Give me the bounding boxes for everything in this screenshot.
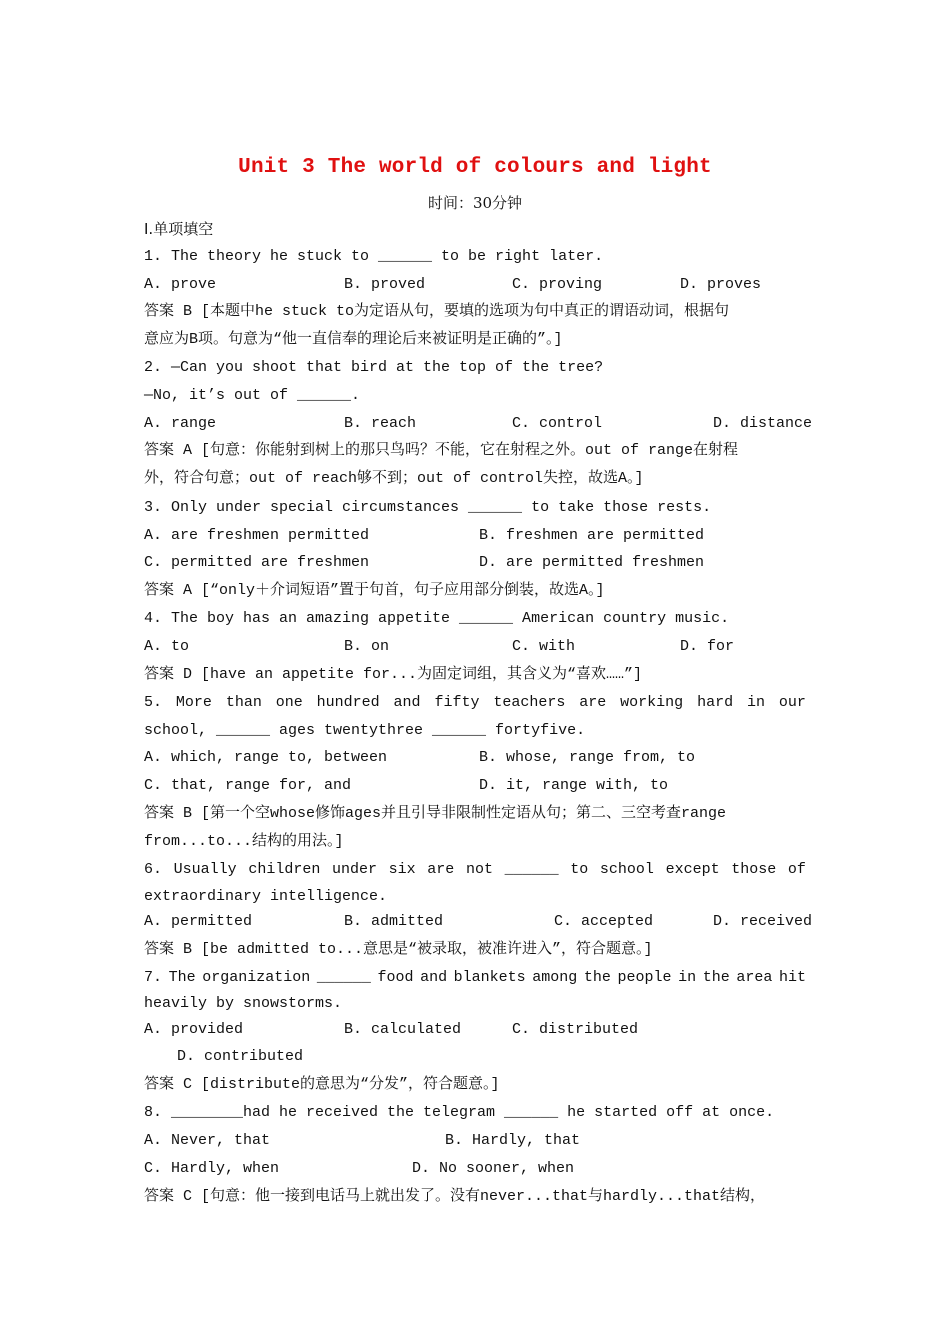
q6-option-d: D. received xyxy=(713,913,813,930)
section-heading: Ⅰ.单项填空 xyxy=(144,220,214,238)
word: to xyxy=(570,861,589,878)
q5-option-b: B. whose, range from, to xyxy=(479,749,696,766)
word: and xyxy=(393,694,421,711)
q6-option-b: B. admitted xyxy=(344,913,444,930)
page-title: Unit 3 The world of colours and light xyxy=(238,156,712,179)
q1-answer-line2: 意应为B项。句意为“他一直信奉的理论后来被证明是正确的”。] xyxy=(144,331,563,348)
q8-answer: 答案 C [句意：他一接到电话马上就出发了。没有never...that与hardly...that结构， xyxy=(144,1188,766,1205)
word: not xyxy=(465,861,493,878)
word: organization xyxy=(202,969,311,986)
word: those xyxy=(731,861,777,878)
word: area xyxy=(736,969,773,986)
question-7-stem-line2: heavily by snowstorms. xyxy=(144,995,343,1012)
q2-option-b: B. reach xyxy=(344,415,417,432)
word: hit xyxy=(778,969,806,986)
word: 5. xyxy=(144,694,163,711)
q2-option-c: C. control xyxy=(512,415,603,432)
word: children xyxy=(248,861,321,878)
word: teachers xyxy=(493,694,566,711)
q3-answer: 答案 A [“only＋介词短语”置于句首，句子应用部分倒装，故选A。] xyxy=(144,582,605,599)
time-limit: 时间：30分钟 xyxy=(427,194,523,212)
q8-option-a: A. Never, that xyxy=(144,1132,271,1149)
q3-option-b: B. freshmen are permitted xyxy=(479,527,705,544)
q2-answer-line2: 外，符合句意；out of reach够不到；out of control失控，故选A。] xyxy=(144,470,644,487)
word: working xyxy=(620,694,684,711)
word: hundred xyxy=(316,694,380,711)
word: six xyxy=(388,861,416,878)
q4-option-d: D. for xyxy=(680,638,735,655)
q4-option-b: B. on xyxy=(344,638,390,655)
question-5-stem-line1 xyxy=(144,693,806,713)
word: fifty xyxy=(434,694,480,711)
word: blankets xyxy=(453,969,526,986)
q4-option-c: C. with xyxy=(512,638,576,655)
word: the xyxy=(583,969,611,986)
q5-option-c: C. that, range for, and xyxy=(144,777,352,794)
word: in xyxy=(678,969,697,986)
word: among xyxy=(532,969,578,986)
q8-option-d: D. No sooner, when xyxy=(412,1160,575,1177)
word: one xyxy=(275,694,303,711)
q5-option-a: A. which, range to, between xyxy=(144,749,388,766)
question-6-stem-line2: extraordinary intelligence. xyxy=(144,888,388,905)
word: are xyxy=(427,861,455,878)
question-4-stem: 4. The boy has an amazing appetite ______ American country music. xyxy=(144,610,730,627)
word: under xyxy=(331,861,377,878)
q5-answer-line2: from...to...结构的用法。] xyxy=(144,833,344,850)
word: than xyxy=(225,694,262,711)
q5-answer-line1: 答案 B [第一个空whose修饰ages并且引导非限制性定语从句；第二、三空考查range xyxy=(144,805,727,822)
word: 6. xyxy=(144,861,163,878)
q4-option-a: A. to xyxy=(144,638,190,655)
q1-answer-line1: 答案 B [本题中he stuck to为定语从句，要填的选项为句中真正的谓语动词，根据句 xyxy=(144,303,730,320)
word: More xyxy=(175,694,212,711)
word: food xyxy=(377,969,414,986)
q2-answer-line1: 答案 A [句意：你能射到树上的那只鸟吗？不能，它在射程之外。out of range在射程 xyxy=(144,442,739,459)
q1-option-c: C. proving xyxy=(512,276,603,293)
question-3-stem: 3. Only under special circumstances ______ to take those rests. xyxy=(144,499,712,516)
q8-option-c: C. Hardly, when xyxy=(144,1160,280,1177)
word: ______ xyxy=(504,861,559,878)
q4-answer: 答案 D [have an appetite for...为固定词组，其含义为“喜欢……”] xyxy=(144,666,643,683)
word: hard xyxy=(697,694,734,711)
q2-option-d: D. distance xyxy=(713,415,813,432)
question-2-stem-line1: 2. —Can you shoot that bird at the top of the tree? xyxy=(144,359,604,376)
q1-option-b: B. proved xyxy=(344,276,426,293)
q7-answer: 答案 C [distribute的意思为“分发”，符合题意。] xyxy=(144,1076,500,1093)
q5-option-d: D. it, range with, to xyxy=(479,777,669,794)
q7-option-c: C. distributed xyxy=(512,1021,639,1038)
question-2-stem-line2: —No, it’s out of ______. xyxy=(144,387,361,404)
q6-option-c: C. accepted xyxy=(554,913,654,930)
q7-option-d: D. contributed xyxy=(177,1048,304,1065)
question-1-stem: 1. The theory he stuck to ______ to be right later. xyxy=(144,248,604,265)
question-6-stem-line1 xyxy=(144,860,806,880)
q3-option-a: A. are freshmen permitted xyxy=(144,527,370,544)
word: are xyxy=(579,694,607,711)
word: the xyxy=(702,969,730,986)
word: of xyxy=(787,861,806,878)
q1-option-d: D. proves xyxy=(680,276,762,293)
q3-option-d: D. are permitted freshmen xyxy=(479,554,705,571)
q3-option-c: C. permitted are freshmen xyxy=(144,554,370,571)
word: people xyxy=(617,969,672,986)
q8-option-b: B. Hardly, that xyxy=(445,1132,581,1149)
word: Usually xyxy=(173,861,237,878)
word: The xyxy=(168,969,196,986)
q6-option-a: A. permitted xyxy=(144,913,253,930)
question-5-stem-line2: school, ______ ages twentythree ______ fortyfive. xyxy=(144,722,586,739)
q2-option-a: A. range xyxy=(144,415,217,432)
question-7-stem-line1 xyxy=(144,968,806,988)
word: our xyxy=(778,694,806,711)
word: ______ xyxy=(316,969,371,986)
q6-answer: 答案 B [be admitted to...意思是“被录取，被准许进入”，符合题意。] xyxy=(144,941,653,958)
word: and xyxy=(420,969,448,986)
word: school xyxy=(599,861,654,878)
word: 7. xyxy=(144,969,163,986)
question-8-stem: 8. ________had he received the telegram ______ he started off at once. xyxy=(144,1104,775,1121)
q1-option-a: A. prove xyxy=(144,276,217,293)
word: in xyxy=(746,694,765,711)
word: except xyxy=(665,861,720,878)
q7-option-b: B. calculated xyxy=(344,1021,462,1038)
q7-option-a: A. provided xyxy=(144,1021,244,1038)
